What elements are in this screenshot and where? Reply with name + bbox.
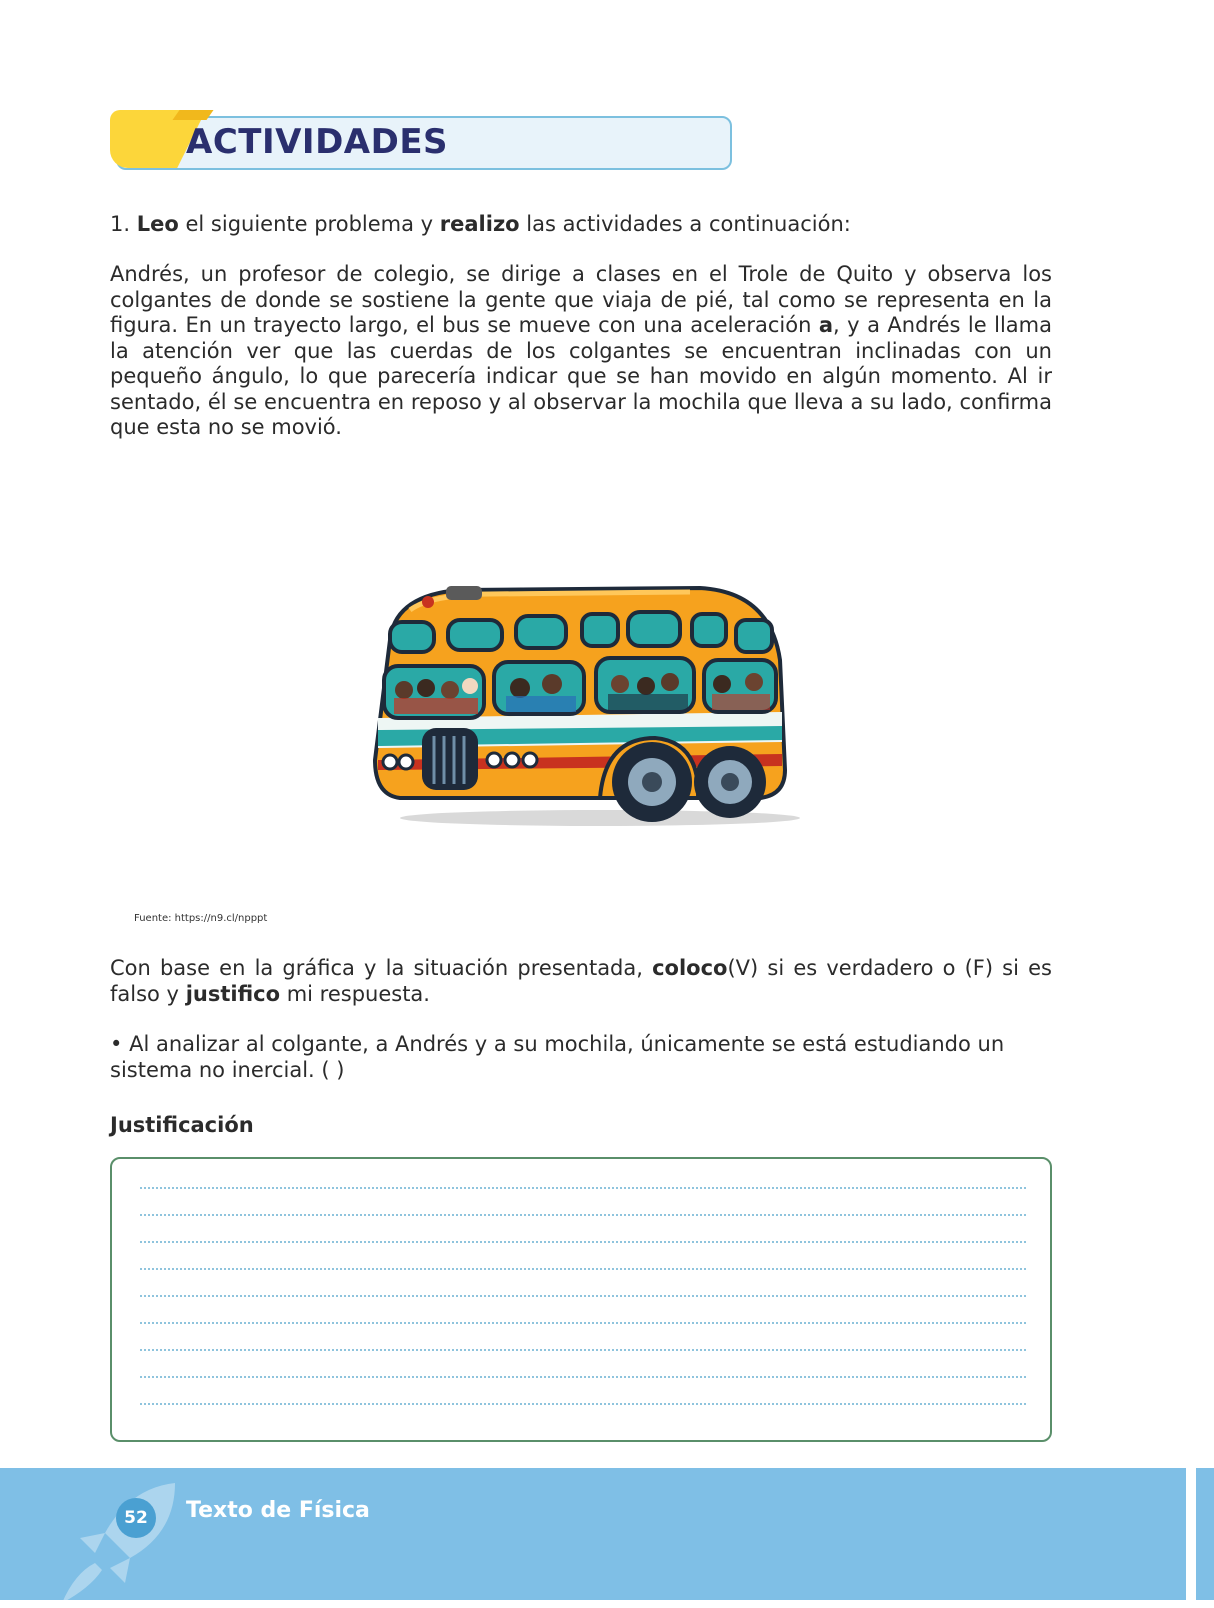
problem-statement — [110, 262, 1052, 441]
statement-text: Al analizar al colgante, a Andrés y a su mochila, únicamente se está estudiando un sistema no inercial. ( ) — [110, 1032, 1005, 1082]
instruction-part2: (V) si es verdadero o (F) si es falso y — [110, 956, 1052, 1006]
justification-title: Justificación — [110, 1113, 254, 1137]
bus-passenger-windows — [384, 658, 776, 718]
bus-rear-wheel — [694, 746, 766, 818]
activity-number: 1. — [110, 212, 131, 236]
answer-line[interactable] — [140, 1241, 1026, 1243]
bus-roof-light — [422, 596, 434, 608]
intro-mid: el siguiente problema y — [185, 212, 434, 236]
instruction-paragraph — [110, 956, 1052, 1007]
instruction-part3: mi respuesta. — [286, 981, 430, 1006]
intro-end: las actividades a continuación: — [526, 212, 851, 236]
instruction-part1: Con base en la gráfica y la situación presentada, — [110, 956, 643, 980]
header-tab-fold — [172, 110, 213, 120]
problem-text-after: , y a Andrés le llama la atención ver que las cuerdas de los colgantes se encuentran inclinadas con un pequeño ángulo, lo que parecería indicar que se han movido en algún momento. Al ir sentado, él se encuentra en reposo y al observar la mochila que lleva a su lado, confirma que esta no se movió. — [110, 313, 1052, 439]
footer-edge-bar — [1196, 1468, 1214, 1600]
verb-realizo: realizo — [439, 212, 520, 236]
rocket-icon — [50, 1478, 190, 1608]
answer-line[interactable] — [140, 1295, 1026, 1297]
verb-leo: Leo — [136, 212, 179, 236]
bus-illustration — [370, 570, 810, 840]
page-footer — [0, 1468, 1214, 1600]
bus-roof-sign — [446, 586, 482, 600]
footer-book-title: Texto de Física — [186, 1498, 370, 1523]
statement-paragraph — [110, 1032, 1052, 1083]
section-header — [110, 110, 738, 174]
answer-line[interactable] — [140, 1187, 1026, 1189]
figure-source: Fuente: https://n9.cl/npppt — [134, 913, 268, 924]
problem-text-before: Andrés, un profesor de colegio, se dirige a clases en el Trole de Quito y observa los colgantes de donde se sostiene la gente que viaja de pié, tal como se representa en la figura. En un trayecto largo, el bus se mueve con una aceleración — [110, 262, 1052, 337]
verb-coloco: coloco — [652, 956, 728, 980]
statement-item — [110, 1032, 1052, 1083]
answer-line[interactable] — [140, 1403, 1026, 1405]
bus-grille — [422, 728, 478, 790]
answer-line[interactable] — [140, 1214, 1026, 1216]
verb-justifico: justifico — [185, 981, 281, 1006]
section-title: ACTIVIDADES — [186, 122, 449, 162]
page-number: 52 — [116, 1498, 156, 1538]
problem-paragraph — [110, 262, 1052, 441]
justification-answer-box[interactable] — [110, 1157, 1052, 1442]
activity-intro — [110, 212, 1052, 238]
answer-line[interactable] — [140, 1376, 1026, 1378]
answer-line[interactable] — [140, 1268, 1026, 1270]
answer-line[interactable] — [140, 1322, 1026, 1324]
true-false-instruction — [110, 956, 1052, 1007]
acceleration-symbol: a — [818, 313, 834, 337]
answer-line[interactable] — [140, 1349, 1026, 1351]
activity-instruction — [110, 212, 1052, 238]
bullet: • — [110, 1032, 123, 1056]
